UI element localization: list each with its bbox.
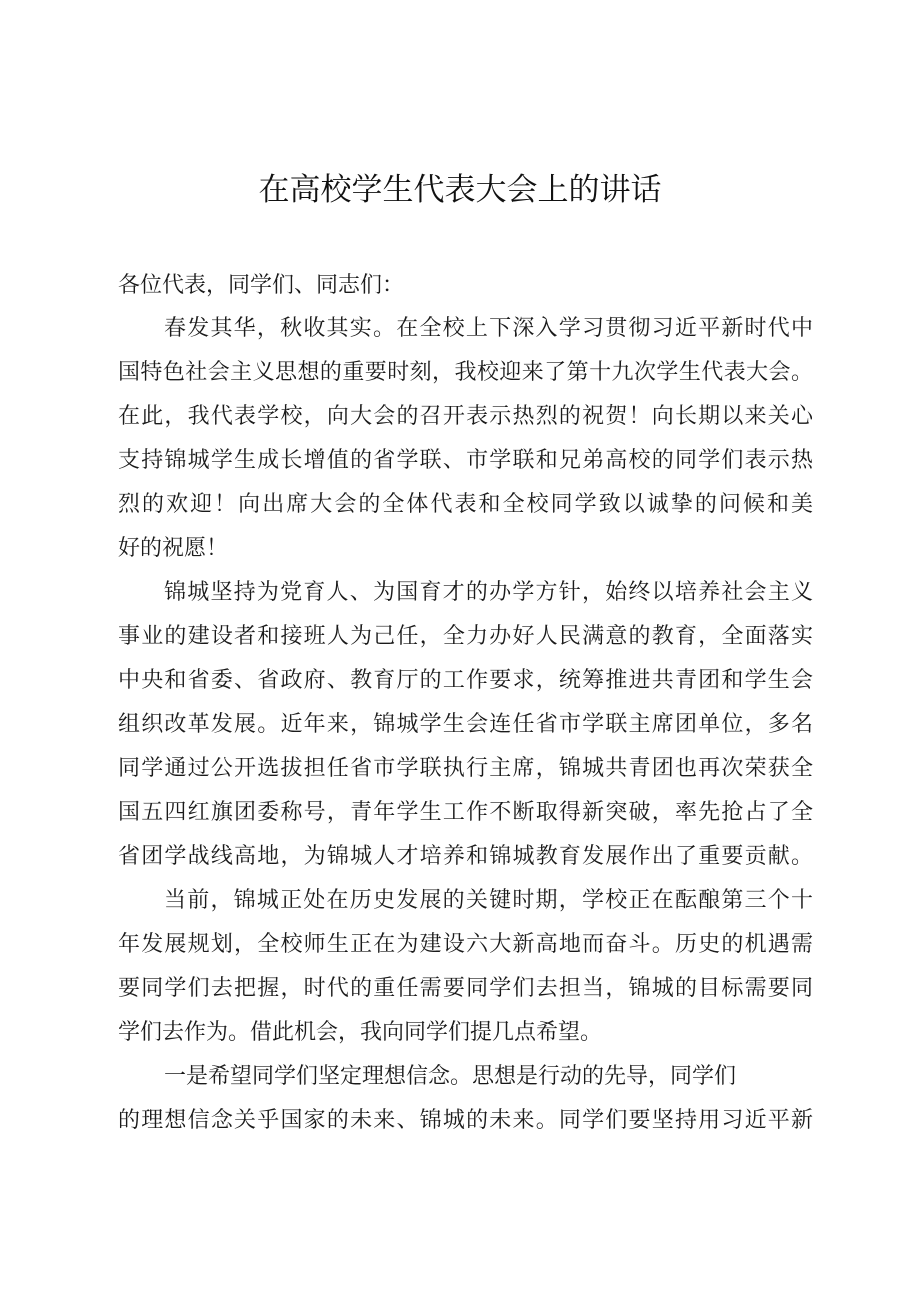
paragraph-line: 当前，锦城正处在历史发展的关键时期，学校正在酝酿第三个十 — [164, 888, 813, 913]
paragraph-line: 组织改革发展。近年来，锦城学生会连任省市学联主席团单位，多名 — [118, 712, 813, 737]
paragraph-line: 支持锦城学生成长增值的省学联、市学联和兄弟高校的同学们表示热 — [118, 448, 813, 473]
paragraph-line: 中央和省委、省政府、教育厅的工作要求，统筹推进共青团和学生会 — [118, 668, 813, 693]
paragraph-line: 好的祝愿！ — [118, 536, 229, 561]
paragraph-line: 烈的欢迎！向出席大会的全体代表和全校同学致以诚挚的问候和美 — [118, 492, 813, 517]
salutation: 各位代表，同学们、同志们： — [118, 273, 405, 298]
document-title: 在高校学生代表大会上的讲话 — [258, 172, 662, 208]
paragraph-line: 春发其华，秋收其实。在全校上下深入学习贯彻习近平新时代中 — [164, 316, 813, 341]
paragraph-line: 一是希望同学们坚定理想信念。思想是行动的先导，同学们 — [164, 1064, 737, 1089]
paragraph-line: 国特色社会主义思想的重要时刻，我校迎来了第十九次学生代表大会。 — [118, 360, 813, 385]
paragraph-line: 锦城坚持为党育人、为国育才的办学方针，始终以培养社会主义 — [164, 580, 813, 605]
paragraph-line: 学们去作为。借此机会，我向同学们提几点希望。 — [118, 1020, 603, 1045]
paragraph-line: 事业的建设者和接班人为己任，全力办好人民满意的教育，全面落实 — [118, 624, 813, 649]
paragraph-line: 省团学战线高地，为锦城人才培养和锦城教育发展作出了重要贡献。 — [118, 844, 813, 869]
paragraph-line: 国五四红旗团委称号，青年学生工作不断取得新突破，率先抢占了全 — [118, 800, 813, 825]
paragraph-line: 在此，我代表学校，向大会的召开表示热烈的祝贺！向长期以来关心 — [118, 404, 813, 429]
paragraph-line: 年发展规划，全校师生正在为建设六大新高地而奋斗。历史的机遇需 — [118, 932, 813, 957]
paragraph-line: 要同学们去把握，时代的重任需要同学们去担当，锦城的目标需要同 — [118, 976, 813, 1001]
paragraph-line: 的理想信念关乎国家的未来、锦城的未来。同学们要坚持用习近平新 — [118, 1108, 813, 1133]
paragraph-line: 同学通过公开选拔担任省市学联执行主席，锦城共青团也再次荣获全 — [118, 756, 813, 781]
